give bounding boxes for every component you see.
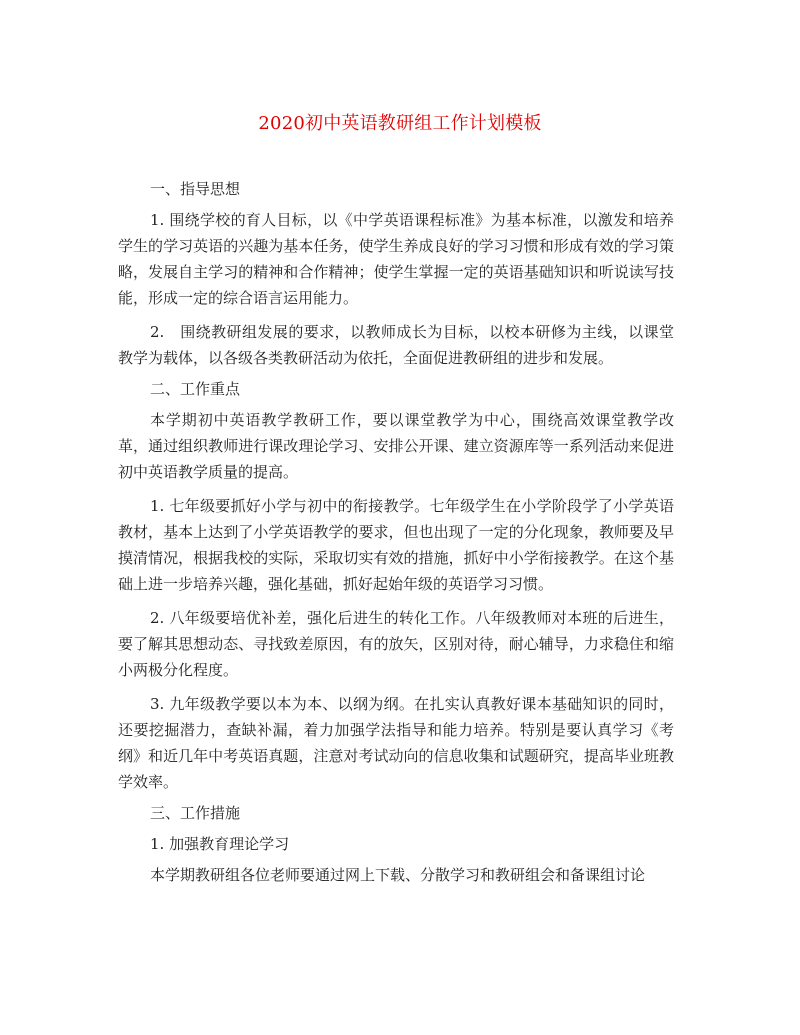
paragraph: 3. 九年级教学要以本为本、以纲为纲。在扎实认真教好课本基础知识的同时，还要挖掘潜力，查缺补漏，着力加强学法指导和能力培养。特别是要认真学习《考纲》和近几年中考英语真题，注意对考试动向的信息收集和试题研究，提高毕业班教学效率。 [118, 695, 674, 791]
paragraph: 本学期教研组各位老师要通过网上下载、分散学习和教研组会和备课组讨论 [150, 866, 646, 884]
paragraph: 本学期初中英语教学教研工作，要以课堂教学为中心，围绕高效课堂教学改革，通过组织教师进行课改理论学习、安排公开课、建立资源库等一系列活动来促进初中英语教学质量的提高。 [118, 411, 674, 481]
paragraph: 2. 八年级要培优补差，强化后进生的转化工作。八年级教师对本班的后进生，要了解其思想动态、寻找致差原因，有的放矢，区别对待，耐心辅导，力求稳住和缩小两极分化程度。 [118, 609, 674, 679]
document-title: 2020初中英语教研组工作计划模板 [258, 113, 542, 134]
section-heading-work-focus: 二、工作重点 [150, 380, 241, 398]
paragraph: 1. 七年级要抓好小学与初中的衔接教学。七年级学生在小学阶段学了小学英语教材，基本上达到了小学英语教学的要求，但也出现了一定的分化现象，教师要及早摸清情况，根据我校的实际，采取切实有效的措施，抓好中小学衔接教学。在这个基础上进一步培养兴趣，强化基础，抓好起始年级的英语学习习惯。 [118, 497, 674, 593]
section-heading-work-measures: 三、工作措施 [150, 804, 241, 822]
paragraph: 2. 围绕教研组发展的要求，以教师成长为目标，以校本研修为主线，以课堂教学为载体，以各级各类教研活动为依托，全面促进教研组的进步和发展。 [118, 323, 674, 367]
paragraph: 1. 围绕学校的育人目标，以《中学英语课程标准》为基本标准，以激发和培养学生的学习英语的兴趣为基本任务，使学生养成良好的学习习惯和形成有效的学习策略，发展自主学习的精神和合作精神；使学生掌握一定的英语基础知识和听说读写技能，形成一定的综合语言运用能力。 [118, 211, 674, 307]
subsection-heading: 1. 加强教育理论学习 [150, 835, 290, 853]
document-body [118, 176, 674, 888]
section-heading-guiding-thought: 一、指导思想 [150, 180, 241, 198]
